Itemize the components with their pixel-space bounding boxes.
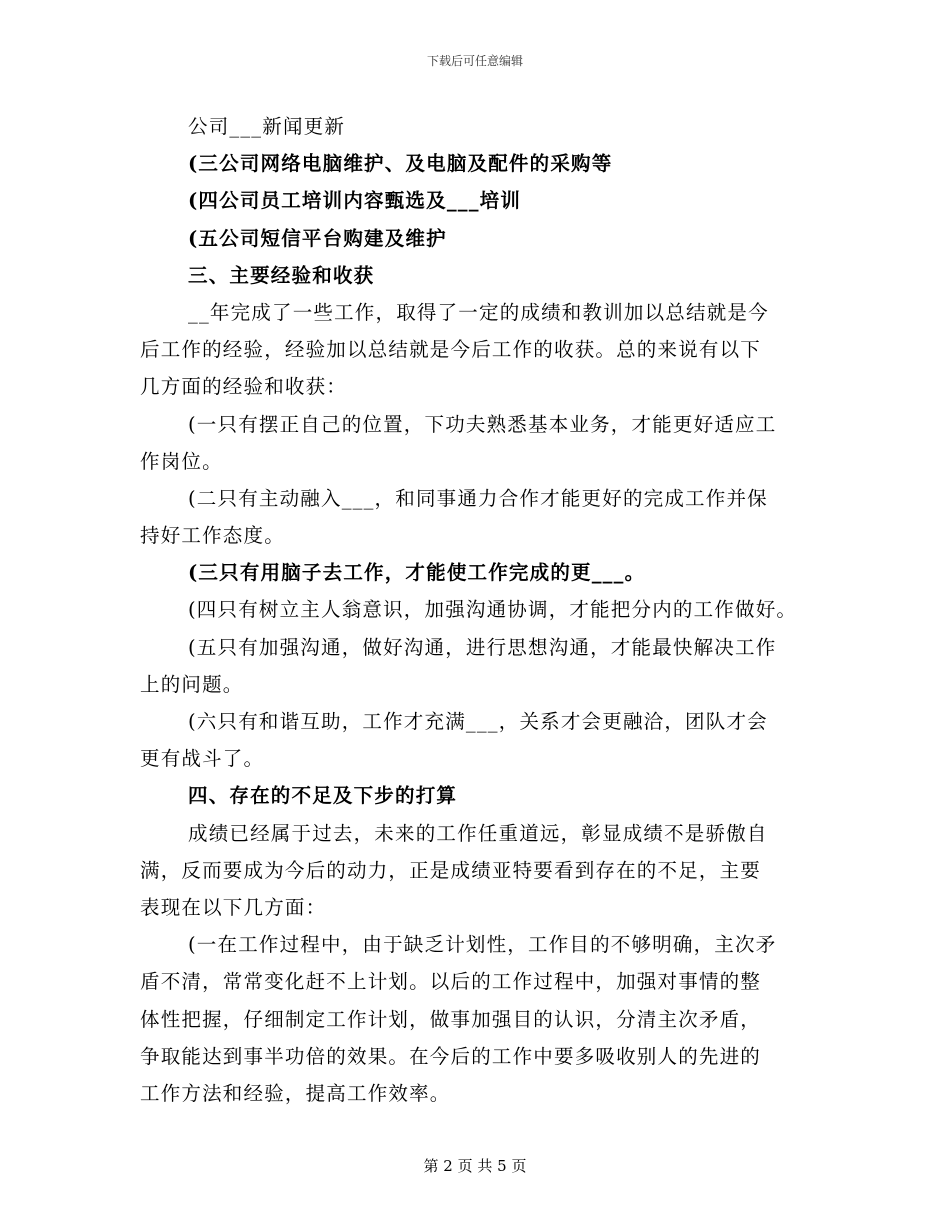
text-line: 表现在以下几方面： bbox=[140, 895, 327, 919]
text-line: 上的问题。 bbox=[140, 672, 244, 696]
text-line: 体性把握，仔细制定工作计划，做事加强目的认识，分清主次矛盾， bbox=[140, 1007, 762, 1031]
text-line: (四只有树立主人翁意识，加强沟通协调，才能把分内的工作做好。 bbox=[188, 598, 798, 622]
text-line: 持好工作态度。 bbox=[140, 524, 285, 548]
text-line: (三只有用脑子去工作，才能使工作完成的更___。 bbox=[188, 561, 646, 585]
text-line: 几方面的经验和收获： bbox=[140, 375, 348, 399]
text-line: (一在工作过程中，由于缺乏计划性，工作目的不够明确，主次矛 bbox=[188, 933, 777, 957]
text-line: 工作方法和经验，提高工作效率。 bbox=[140, 1081, 451, 1105]
text-line: 争取能达到事半功倍的效果。在今后的工作中要多吸收别人的先进的 bbox=[140, 1044, 762, 1068]
text-line: 作岗位。 bbox=[140, 449, 223, 473]
text-line: 公司___新闻更新 bbox=[188, 115, 346, 138]
text-line: (三公司网络电脑维护、及电脑及配件的采购等 bbox=[188, 152, 613, 176]
text-line: (二只有主动融入___，和同事通力合作才能更好的完成工作并保 bbox=[188, 486, 768, 510]
text-line: 更有战斗了。 bbox=[140, 747, 265, 771]
text-line: (四公司员工培训内容甄选及___培训 bbox=[188, 189, 522, 213]
text-line: (一只有摆正自己的位置，下功夫熟悉基本业务，才能更好适应工 bbox=[188, 412, 777, 436]
text-line: (五公司短信平台购建及维护 bbox=[188, 226, 447, 250]
section-heading: 四、存在的不足及下步的打算 bbox=[188, 784, 458, 808]
page-header: 下载后可任意编辑 bbox=[426, 54, 523, 68]
page-footer: 第 2 页 共 5 页 bbox=[423, 1157, 527, 1175]
text-line: 成绩已经属于过去，未来的工作任重道远，彰显成绩不是骄傲自 bbox=[188, 821, 768, 845]
section-heading: 三、主要经验和收获 bbox=[188, 263, 375, 287]
text-line: (六只有和谐互助，工作才充满___，关系才会更融洽，团队才会 bbox=[188, 710, 768, 733]
text-line: 后工作的经验，经验加以总结就是今后工作的收获。总的来说有以下 bbox=[140, 338, 762, 362]
text-line: 盾不清，常常变化赶不上计划。以后的工作过程中，加强对事情的整 bbox=[140, 970, 762, 994]
text-line: (五只有加强沟通，做好沟通，进行思想沟通，才能最快解决工作 bbox=[188, 635, 777, 659]
document-body bbox=[140, 108, 820, 1112]
text-line: __年完成了一些工作，取得了一定的成绩和教训加以总结就是今 bbox=[188, 300, 769, 324]
text-line: 满，反而要成为今后的动力，正是成绩亚特要看到存在的不足，主要 bbox=[140, 858, 762, 882]
